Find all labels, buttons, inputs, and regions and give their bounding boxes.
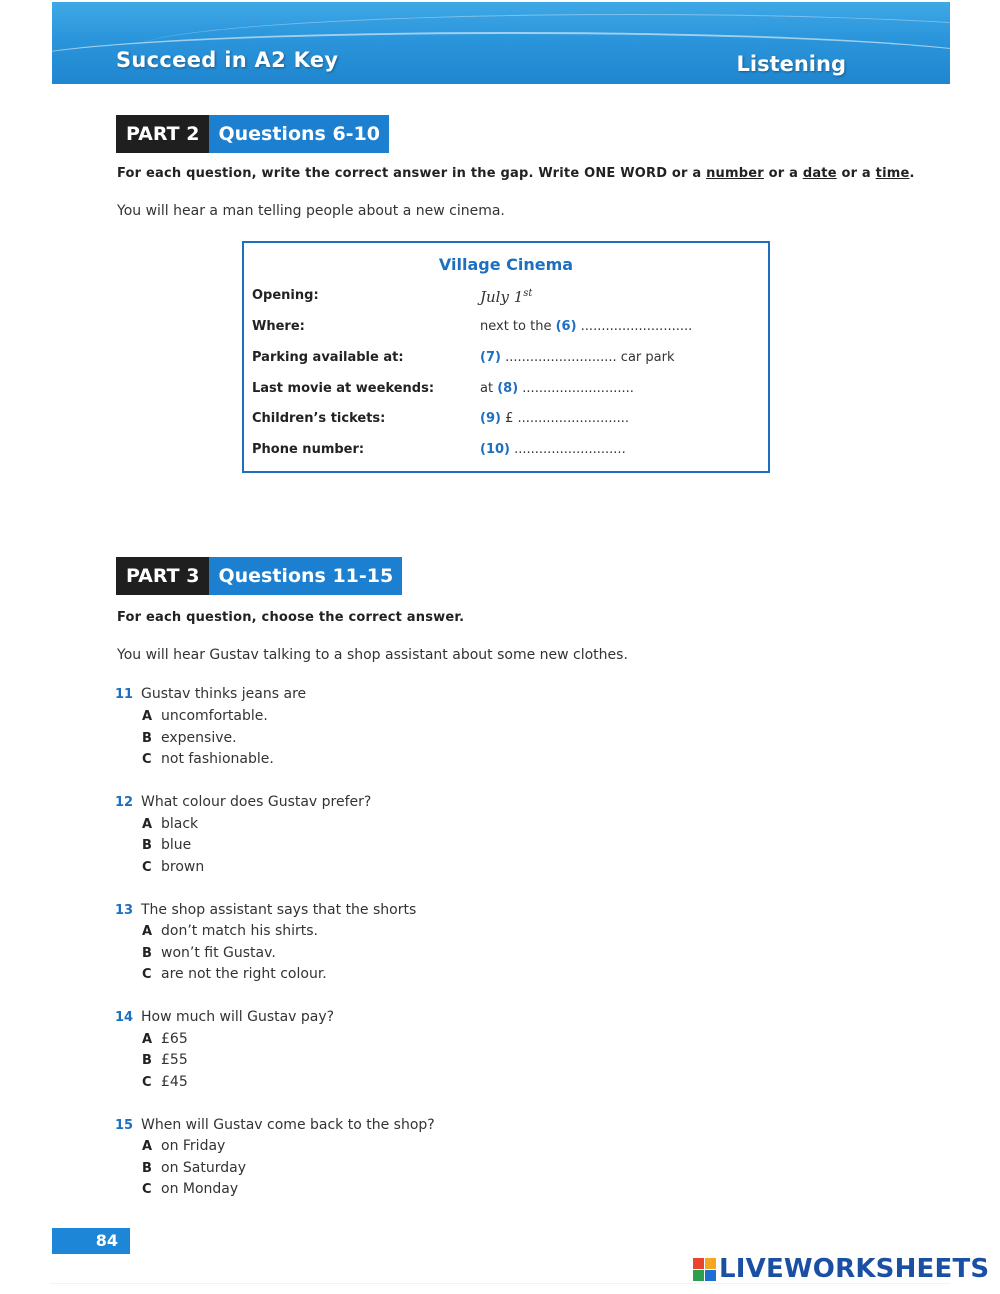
cinema-title: Village Cinema (438, 255, 574, 274)
cinema-row-children-tickets (244, 411, 768, 433)
option-15-b[interactable]: B on Saturday (142, 1160, 246, 1176)
section-title: Listening (736, 52, 846, 76)
option-13-c[interactable]: C are not the right colour. (142, 966, 327, 982)
row-label: Opening: (252, 288, 319, 303)
question-15: 15 When will Gustav come back to the shop? (115, 1117, 435, 1133)
cinema-row-opening (244, 288, 768, 310)
cinema-row-where (244, 319, 768, 341)
question-12: 12 What colour does Gustav prefer? (115, 794, 372, 810)
part3-intro: You will hear Gustav talking to a shop assistant about some new clothes. (117, 647, 628, 663)
instruction-prefix: For each question, write the correct answer in the gap. Write ONE WORD or a (117, 166, 702, 181)
header-banner (52, 2, 950, 84)
option-15-c[interactable]: C on Monday (142, 1181, 239, 1197)
instruction-or-2: or a (841, 166, 871, 181)
cinema-info-box (242, 241, 770, 473)
question-14: 14 How much will Gustav pay? (115, 1009, 335, 1025)
row-label: Phone number: (252, 442, 365, 457)
book-title: Succeed in A2 Key (116, 48, 339, 72)
row-label: Parking available at: (252, 350, 404, 365)
option-12-b[interactable]: B blue (142, 837, 192, 853)
part3-questions-text: Questions 11-15 (209, 557, 402, 595)
instruction-or-1: or a (768, 166, 799, 181)
part2-instruction (117, 166, 915, 181)
part3-label (116, 557, 402, 595)
answer-gap-10[interactable]: (10) ........................... (480, 442, 626, 457)
instruction-number: number (706, 166, 764, 181)
option-14-c[interactable]: C £45 (142, 1074, 188, 1090)
option-11-c[interactable]: C not fashionable. (142, 751, 274, 767)
liveworksheets-logo-text: LIVEWORKSHEETS (719, 1254, 990, 1284)
option-14-a[interactable]: A £65 (142, 1031, 188, 1047)
option-11-b[interactable]: B expensive. (142, 730, 237, 746)
part2-questions-text: Questions 6-10 (209, 115, 389, 153)
option-12-a[interactable]: A black (142, 816, 199, 832)
cinema-row-last-movie (244, 381, 768, 403)
option-15-a[interactable]: A on Friday (142, 1138, 226, 1154)
option-11-a[interactable]: A uncomfortable. (142, 708, 268, 724)
option-13-a[interactable]: A don’t match his shirts. (142, 923, 318, 939)
question-11: 11 Gustav thinks jeans are (115, 686, 307, 702)
instruction-time: time (875, 166, 910, 181)
row-label: Where: (252, 319, 305, 334)
answer-gap-6[interactable]: next to the (6) ........................... (480, 319, 693, 334)
cinema-row-parking (244, 350, 768, 372)
question-13: 13 The shop assistant says that the shorts (115, 902, 417, 918)
row-label: Children’s tickets: (252, 411, 386, 426)
page-number: 84 (52, 1228, 130, 1254)
cinema-row-phone (244, 442, 768, 464)
part3-part-text: PART 3 (116, 557, 209, 595)
row-label: Last movie at weekends: (252, 381, 435, 396)
option-13-b[interactable]: B won’t fit Gustav. (142, 945, 276, 961)
opening-date: July 1st (480, 288, 533, 306)
instruction-date: date (802, 166, 837, 181)
option-14-b[interactable]: B £55 (142, 1052, 188, 1068)
answer-gap-7[interactable]: (7) ........................... car park (480, 350, 675, 365)
liveworksheets-logo (693, 1254, 989, 1284)
answer-gap-9[interactable]: (9) £ ........................... (480, 411, 630, 426)
answer-gap-8[interactable]: at (8) ........................... (480, 381, 634, 396)
part3-instruction: For each question, choose the correct answer. (117, 610, 465, 625)
part2-label (116, 115, 389, 153)
part2-intro: You will hear a man telling people about a new cinema. (117, 203, 505, 219)
scan-edge-line (50, 1283, 950, 1284)
liveworksheets-logo-icon (693, 1258, 716, 1281)
option-12-c[interactable]: C brown (142, 859, 205, 875)
part2-part-text: PART 2 (116, 115, 209, 153)
instruction-end: . (909, 166, 915, 181)
